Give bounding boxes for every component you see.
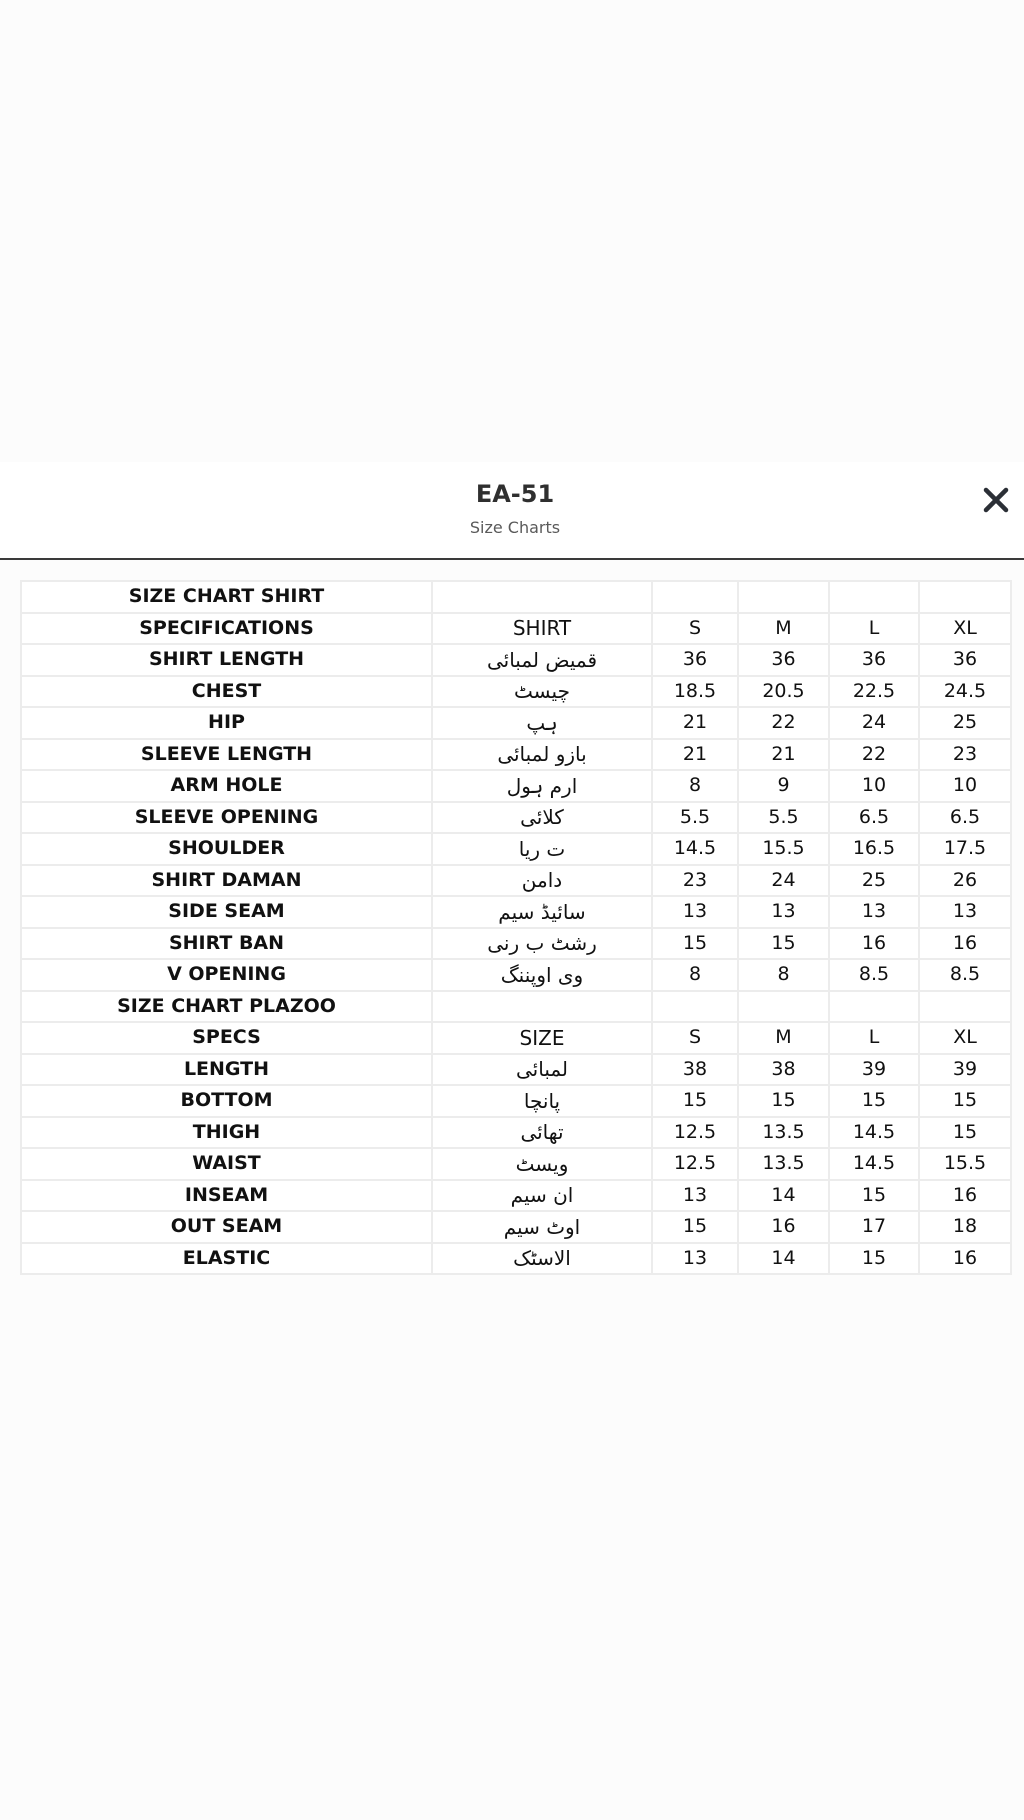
urdu-label: ویسٹ bbox=[432, 1148, 652, 1180]
size-value: 15 bbox=[652, 1211, 738, 1243]
row-label: SLEEVE LENGTH bbox=[21, 739, 432, 771]
size-value: 8.5 bbox=[919, 959, 1011, 991]
size-value: 26 bbox=[919, 865, 1011, 897]
table-row bbox=[21, 928, 1011, 960]
size-value: 13.5 bbox=[738, 1148, 829, 1180]
size-chart-table bbox=[20, 580, 1012, 1275]
urdu-label: وی اوپننگ bbox=[432, 959, 652, 991]
size-value: 14 bbox=[738, 1180, 829, 1212]
size-value: 36 bbox=[652, 644, 738, 676]
table-row bbox=[21, 802, 1011, 834]
table-row bbox=[21, 1180, 1011, 1212]
size-value: 14.5 bbox=[652, 833, 738, 865]
size-value: 15.5 bbox=[919, 1148, 1011, 1180]
urdu-label: کلائی bbox=[432, 802, 652, 834]
urdu-label bbox=[432, 991, 652, 1023]
table-row bbox=[21, 676, 1011, 708]
page-title: EA-51 bbox=[475, 480, 555, 508]
row-label: V OPENING bbox=[21, 959, 432, 991]
table-row bbox=[21, 991, 1011, 1023]
size-value: 17 bbox=[829, 1211, 919, 1243]
size-value: 24.5 bbox=[919, 676, 1011, 708]
size-value: 36 bbox=[919, 644, 1011, 676]
size-value: 17.5 bbox=[919, 833, 1011, 865]
size-value: 13 bbox=[652, 896, 738, 928]
size-value: 15 bbox=[652, 1085, 738, 1117]
size-value: L bbox=[829, 1022, 919, 1054]
size-value: 23 bbox=[919, 739, 1011, 771]
urdu-label: ت ریا bbox=[432, 833, 652, 865]
table-row bbox=[21, 739, 1011, 771]
size-value: 13 bbox=[738, 896, 829, 928]
row-label: ARM HOLE bbox=[21, 770, 432, 802]
size-value: 15 bbox=[738, 1085, 829, 1117]
row-label: INSEAM bbox=[21, 1180, 432, 1212]
size-value: 9 bbox=[738, 770, 829, 802]
row-label: SHIRT DAMAN bbox=[21, 865, 432, 897]
close-button[interactable] bbox=[978, 482, 1014, 518]
size-value: 8 bbox=[738, 959, 829, 991]
size-value bbox=[738, 581, 829, 613]
size-value: 15 bbox=[652, 928, 738, 960]
table-row bbox=[21, 613, 1011, 645]
size-value: 6.5 bbox=[829, 802, 919, 834]
size-value: 13 bbox=[652, 1243, 738, 1275]
size-value: 16.5 bbox=[829, 833, 919, 865]
size-value: 15 bbox=[829, 1085, 919, 1117]
row-label: ELASTIC bbox=[21, 1243, 432, 1275]
size-value: 15 bbox=[829, 1180, 919, 1212]
urdu-label: دامن bbox=[432, 865, 652, 897]
urdu-label: ارم ہول bbox=[432, 770, 652, 802]
size-value: 8 bbox=[652, 770, 738, 802]
size-value: 12.5 bbox=[652, 1117, 738, 1149]
urdu-label: سائیڈ سیم bbox=[432, 896, 652, 928]
size-value: 16 bbox=[829, 928, 919, 960]
size-value: 13 bbox=[829, 896, 919, 928]
size-chart bbox=[20, 580, 1010, 1275]
table-row bbox=[21, 1085, 1011, 1117]
table-row bbox=[21, 770, 1011, 802]
row-label: SHOULDER bbox=[21, 833, 432, 865]
size-value: 16 bbox=[738, 1211, 829, 1243]
urdu-label: چیسٹ bbox=[432, 676, 652, 708]
size-value: 15 bbox=[919, 1085, 1011, 1117]
table-row bbox=[21, 1211, 1011, 1243]
size-value: 18.5 bbox=[652, 676, 738, 708]
row-label: CHEST bbox=[21, 676, 432, 708]
urdu-label: SHIRT bbox=[432, 613, 652, 645]
size-value: 21 bbox=[652, 707, 738, 739]
size-value: 16 bbox=[919, 928, 1011, 960]
size-value: 22 bbox=[738, 707, 829, 739]
size-value: 25 bbox=[829, 865, 919, 897]
row-label: SHIRT LENGTH bbox=[21, 644, 432, 676]
size-value: S bbox=[652, 1022, 738, 1054]
row-label: SIDE SEAM bbox=[21, 896, 432, 928]
size-value: S bbox=[652, 613, 738, 645]
table-row bbox=[21, 581, 1011, 613]
urdu-label: پانچا bbox=[432, 1085, 652, 1117]
urdu-label: الاسٹک bbox=[432, 1243, 652, 1275]
size-value: 15.5 bbox=[738, 833, 829, 865]
size-value: 18 bbox=[919, 1211, 1011, 1243]
size-value: 8 bbox=[652, 959, 738, 991]
size-value: 16 bbox=[919, 1243, 1011, 1275]
size-value bbox=[652, 991, 738, 1023]
modal-subtitle: Size Charts bbox=[469, 518, 561, 537]
size-value: 6.5 bbox=[919, 802, 1011, 834]
size-value: M bbox=[738, 1022, 829, 1054]
size-value: 15 bbox=[738, 928, 829, 960]
size-value: 23 bbox=[652, 865, 738, 897]
urdu-label: SIZE bbox=[432, 1022, 652, 1054]
row-label: SIZE CHART PLAZOO bbox=[21, 991, 432, 1023]
size-value: 21 bbox=[652, 739, 738, 771]
size-value: 14.5 bbox=[829, 1148, 919, 1180]
table-row bbox=[21, 896, 1011, 928]
size-value: 10 bbox=[919, 770, 1011, 802]
size-value: 38 bbox=[652, 1054, 738, 1086]
size-value: 13 bbox=[652, 1180, 738, 1212]
size-value: 36 bbox=[829, 644, 919, 676]
size-value bbox=[919, 991, 1011, 1023]
size-value: 10 bbox=[829, 770, 919, 802]
size-value: M bbox=[738, 613, 829, 645]
table-row bbox=[21, 1148, 1011, 1180]
size-value bbox=[829, 991, 919, 1023]
size-value bbox=[829, 581, 919, 613]
urdu-label: لمبائی bbox=[432, 1054, 652, 1086]
table-row bbox=[21, 707, 1011, 739]
size-value: 24 bbox=[829, 707, 919, 739]
size-value: L bbox=[829, 613, 919, 645]
table-row bbox=[21, 1054, 1011, 1086]
size-value: XL bbox=[919, 1022, 1011, 1054]
table-row bbox=[21, 1117, 1011, 1149]
row-label: SHIRT BAN bbox=[21, 928, 432, 960]
size-value: 22.5 bbox=[829, 676, 919, 708]
size-value: 8.5 bbox=[829, 959, 919, 991]
size-value bbox=[652, 581, 738, 613]
row-label: BOTTOM bbox=[21, 1085, 432, 1117]
size-value: 16 bbox=[919, 1180, 1011, 1212]
urdu-label: ان سیم bbox=[432, 1180, 652, 1212]
close-icon bbox=[978, 482, 1014, 518]
table-row bbox=[21, 959, 1011, 991]
urdu-label: رشٹ ب رنی bbox=[432, 928, 652, 960]
table-row bbox=[21, 833, 1011, 865]
size-value bbox=[738, 991, 829, 1023]
size-value: 20.5 bbox=[738, 676, 829, 708]
size-value: 5.5 bbox=[738, 802, 829, 834]
size-value: 22 bbox=[829, 739, 919, 771]
row-label: HIP bbox=[21, 707, 432, 739]
size-value: 13 bbox=[919, 896, 1011, 928]
size-value: 39 bbox=[919, 1054, 1011, 1086]
size-value bbox=[919, 581, 1011, 613]
urdu-label: قمیض لمبائی bbox=[432, 644, 652, 676]
size-value: 36 bbox=[738, 644, 829, 676]
size-value: XL bbox=[919, 613, 1011, 645]
table-row bbox=[21, 644, 1011, 676]
size-value: 39 bbox=[829, 1054, 919, 1086]
row-label: SIZE CHART SHIRT bbox=[21, 581, 432, 613]
table-row bbox=[21, 1022, 1011, 1054]
size-value: 14 bbox=[738, 1243, 829, 1275]
row-label: THIGH bbox=[21, 1117, 432, 1149]
table-row bbox=[21, 865, 1011, 897]
size-value: 25 bbox=[919, 707, 1011, 739]
size-value: 15 bbox=[829, 1243, 919, 1275]
row-label: SLEEVE OPENING bbox=[21, 802, 432, 834]
size-value: 21 bbox=[738, 739, 829, 771]
size-value: 12.5 bbox=[652, 1148, 738, 1180]
row-label: SPECIFICATIONS bbox=[21, 613, 432, 645]
table-row bbox=[21, 1243, 1011, 1275]
size-value: 13.5 bbox=[738, 1117, 829, 1149]
urdu-label: ہپ bbox=[432, 707, 652, 739]
row-label: LENGTH bbox=[21, 1054, 432, 1086]
size-value: 38 bbox=[738, 1054, 829, 1086]
urdu-label: بازو لمبائی bbox=[432, 739, 652, 771]
size-value: 24 bbox=[738, 865, 829, 897]
size-value: 5.5 bbox=[652, 802, 738, 834]
urdu-label bbox=[432, 581, 652, 613]
urdu-label: تھائی bbox=[432, 1117, 652, 1149]
modal-header bbox=[0, 462, 1024, 560]
row-label: SPECS bbox=[21, 1022, 432, 1054]
size-value: 14.5 bbox=[829, 1117, 919, 1149]
size-value: 15 bbox=[919, 1117, 1011, 1149]
urdu-label: اوٹ سیم bbox=[432, 1211, 652, 1243]
row-label: OUT SEAM bbox=[21, 1211, 432, 1243]
row-label: WAIST bbox=[21, 1148, 432, 1180]
